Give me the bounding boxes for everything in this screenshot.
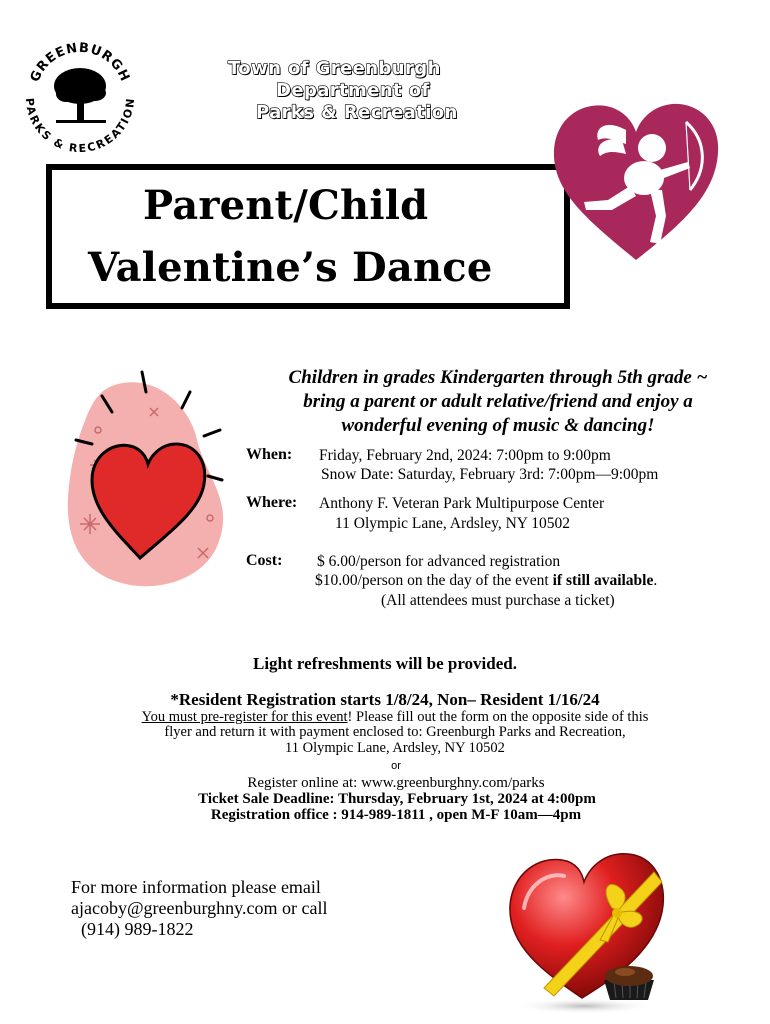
venue-address: 11 Olympic Lane, Ardsley, NY 10502 (335, 515, 571, 532)
register-online: Register online at: www.greenburghny.com/parks (247, 775, 545, 791)
title-line-2: Valentine’s Dance (88, 244, 493, 291)
cost-day-of (315, 571, 657, 591)
more-info-line-2: ajacoby@greenburghny.com or call (71, 898, 328, 918)
cost-advanced: $ 6.00/person for advanced registration (317, 553, 561, 570)
instructions-line-1 (60, 710, 730, 725)
where-label: Where: (246, 494, 298, 511)
intro-text (240, 366, 756, 438)
intro-line-3: wonderful evening of music & dancing! (341, 415, 655, 436)
or-separator: or (391, 760, 401, 772)
logo-top-text: GREENBURGH (27, 40, 133, 85)
ticket-deadline: Ticket Sale Deadline: Thursday, February 1st, 2024 at 4:00pm (198, 791, 596, 807)
candy-heart-icon (504, 848, 670, 1016)
cost-period: . (653, 572, 658, 589)
header-line-1: Town of Greenburgh (228, 58, 441, 79)
resident-registration: *Resident Registration starts 1/8/24, Non– Resident 1/16/24 (170, 690, 600, 709)
more-info-line-1: For more information please email (71, 877, 321, 897)
cost-note: (All attendees must purchase a ticket) (381, 592, 615, 609)
refreshments-notice: Light refreshments will be provided. (253, 654, 517, 673)
doodle-heart-icon (58, 368, 238, 594)
instructions-line-3: 11 Olympic Lane, Ardsley, NY 10502 (285, 740, 505, 756)
snow-date: Snow Date: Saturday, February 3rd: 7:00pm—9:00pm (321, 466, 659, 483)
instructions-line-1-rest: ! Please fill out the form on the opposite side of this (347, 709, 649, 725)
venue-name: Anthony F. Veteran Park Multipurpose Center (319, 495, 605, 512)
when-label: When: (246, 446, 293, 463)
greenburgh-parks-logo (22, 36, 138, 152)
more-info-phone: (914) 989-1822 (81, 919, 194, 939)
title-line-1: Parent/Child (143, 182, 429, 229)
registration-office: Registration office : 914-989-1811 , open M-F 10am—4pm (210, 807, 582, 823)
intro-line-1: Children in grades Kindergarten through 5th grade ~ (288, 367, 708, 388)
header-line-2: Department of (276, 80, 430, 101)
cost-availability: if still available (552, 572, 654, 589)
preregister-notice: You must pre-register for this event (141, 709, 348, 725)
header-line-3: Parks & Recreation (256, 102, 458, 123)
instructions-line-2: flyer and return it with payment enclosed to: Greenburgh Parks and Recreation, (164, 724, 626, 740)
cupid-heart-icon (548, 100, 724, 264)
intro-line-2: bring a parent or adult relative/friend and enjoy a (303, 391, 693, 412)
logo-bottom-text: PARKS & RECREATION (22, 97, 138, 152)
when-date: Friday, February 2nd, 2024: 7:00pm to 9:00pm (319, 447, 611, 464)
cost-label: Cost: (246, 552, 283, 569)
cost-day-of-text: $10.00/person on the day of the event (315, 572, 553, 589)
